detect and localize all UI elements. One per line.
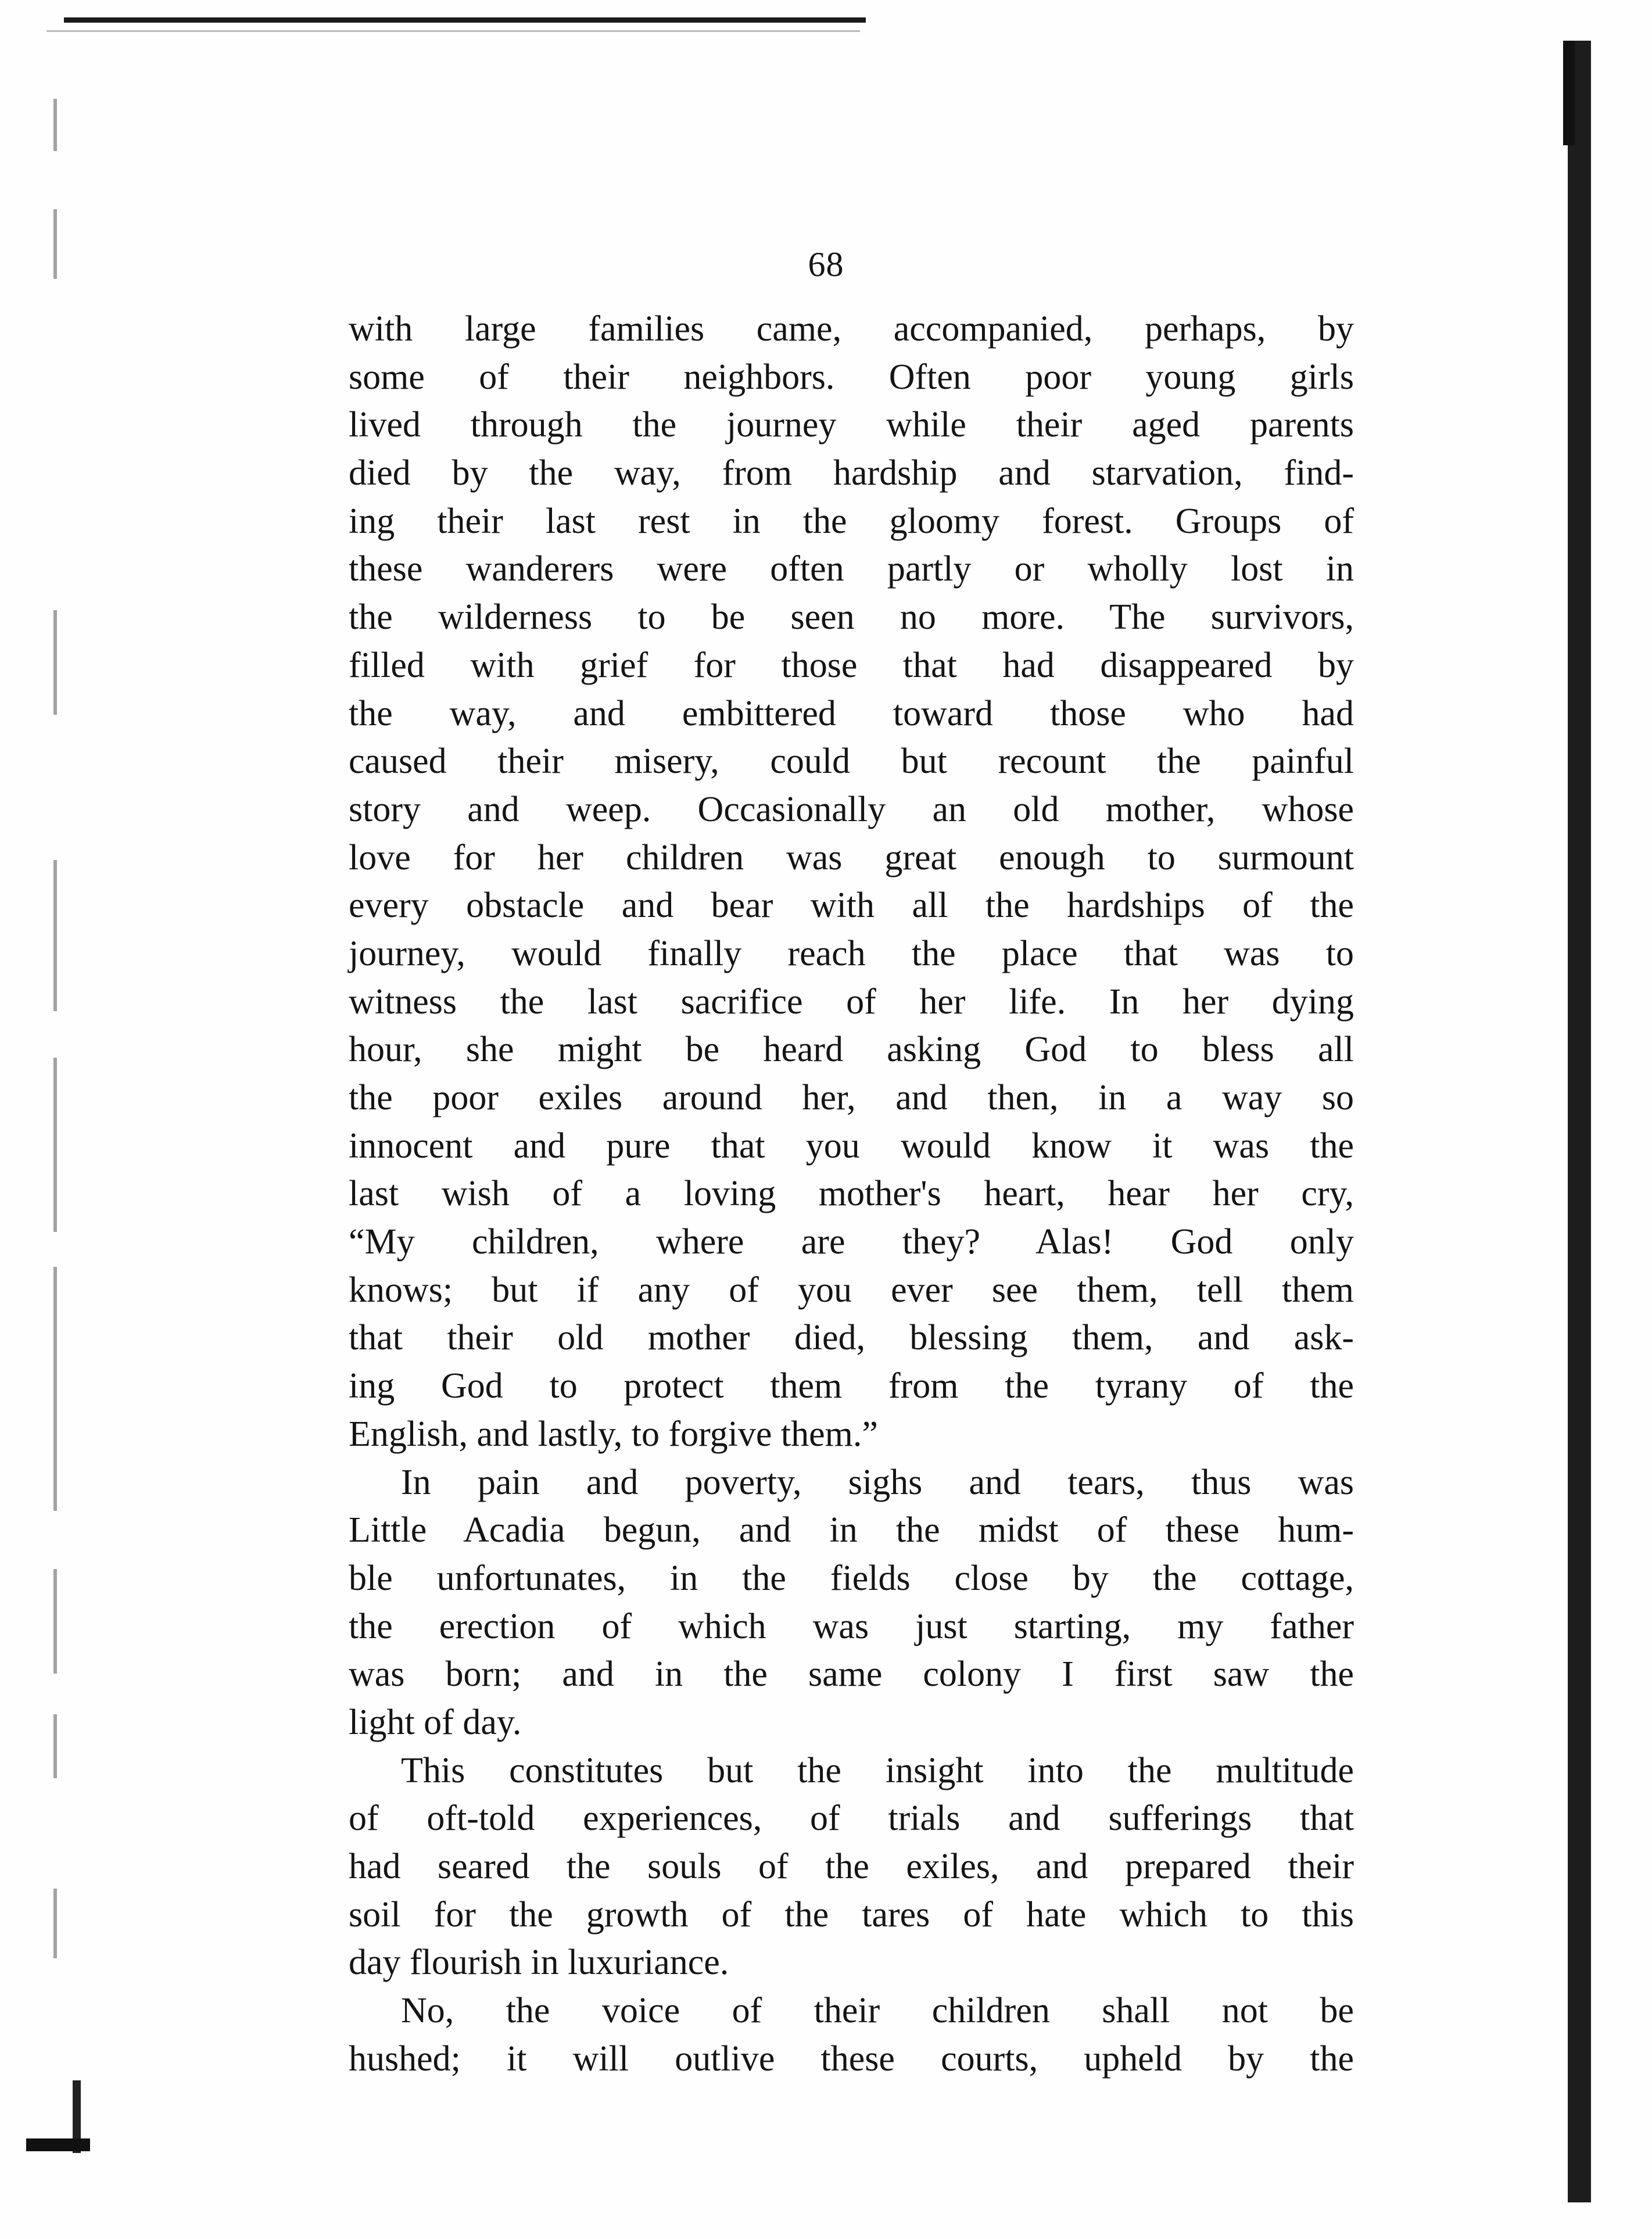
- scan-speck: [53, 1714, 57, 1778]
- text-line: last wish of a loving mother's heart, hear her cry,: [349, 1174, 1354, 1214]
- text-line: knows; but if any of you ever see them, tell them: [349, 1270, 1354, 1310]
- text-line: the poor exiles around her, and then, in a way so: [349, 1078, 1354, 1117]
- text-line: love for her children was great enough to surmount: [349, 837, 1354, 877]
- text-line: died by the way, from hardship and starvation, find-: [349, 453, 1354, 493]
- scan-speck: [53, 860, 57, 1011]
- text-line: journey, would finally reach the place that was to: [349, 933, 1354, 973]
- text-line: ble unfortunates, in the fields close by the cottage,: [349, 1558, 1354, 1598]
- text-line: these wanderers were often partly or wholly lost in: [349, 549, 1354, 589]
- text-line: innocent and pure that you would know it was the: [349, 1126, 1354, 1166]
- top-rule: [64, 17, 866, 23]
- paragraph: [349, 305, 1354, 1459]
- text-line: witness the last sacrifice of her life. In her dying: [349, 981, 1354, 1022]
- scan-speck: [53, 99, 57, 151]
- text-line: ing God to protect them from the tyrany of the: [349, 1366, 1354, 1406]
- text-line: story and weep. Occasionally an old mother, whose: [349, 789, 1354, 829]
- text-line: every obstacle and bear with all the hardships of the: [349, 886, 1354, 926]
- scan-speck: [53, 1889, 57, 1958]
- text-line: No, the voice of their children shall not be: [401, 1991, 1354, 2031]
- text-line: the way, and embittered toward those who had: [349, 693, 1354, 733]
- text-line: with large families came, accompanied, perhaps, by: [349, 309, 1354, 349]
- text-line: was born; and in the same colony I first saw the: [349, 1654, 1354, 1695]
- text-line: hour, she might be heard asking God to bless all: [349, 1030, 1354, 1070]
- paragraph: [349, 1459, 1354, 1747]
- text-line: filled with grief for those that had disappeared by: [349, 645, 1354, 685]
- paragraph: [349, 1747, 1354, 1987]
- text-line: of oft-told experiences, of trials and sufferings that: [349, 1799, 1354, 1839]
- text-line: had seared the souls of the exiles, and prepared their: [349, 1847, 1354, 1886]
- text-line: some of their neighbors. Often poor young girls: [349, 357, 1354, 397]
- text-line: the wilderness to be seen no more. The survivors,: [349, 597, 1354, 637]
- scan-speck: [53, 610, 57, 715]
- corner-mark: [26, 2138, 90, 2151]
- page-number: 68: [808, 245, 844, 284]
- text-line: caused their misery, could but recount the painful: [349, 741, 1354, 782]
- text-line: ing their last rest in the gloomy forest. Groups of: [349, 501, 1354, 541]
- text-line: “My children, where are they? Alas! God only: [349, 1222, 1354, 1262]
- text-line: Little Acadia begun, and in the midst of these hum-: [349, 1510, 1354, 1550]
- text-line: English, and lastly, to forgive them.”: [349, 1414, 878, 1454]
- text-line: hushed; it will outlive these courts, upheld by the: [349, 2039, 1354, 2079]
- paragraph: [349, 1987, 1354, 2083]
- text-line: soil for the growth of the tares of hate which to this: [349, 1894, 1354, 1935]
- text-line: This constitutes but the insight into the multitude: [401, 1750, 1354, 1790]
- binding-edge: [1568, 41, 1591, 2202]
- scan-speck: [53, 1058, 57, 1232]
- text-line: the erection of which was just starting, my father: [349, 1606, 1354, 1646]
- binding-edge-cap: [1563, 41, 1575, 145]
- scan-speck: [53, 1569, 57, 1674]
- top-rule-shadow: [46, 30, 860, 32]
- text-line: day flourish in luxuriance.: [349, 1943, 729, 1983]
- text-line: light of day.: [349, 1702, 522, 1742]
- text-line: In pain and poverty, sighs and tears, thus was: [401, 1462, 1354, 1502]
- body-text: [349, 305, 1354, 2083]
- text-line: that their old mother died, blessing them, and ask-: [349, 1318, 1354, 1358]
- scan-speck: [53, 1267, 57, 1511]
- text-line: lived through the journey while their aged parents: [349, 405, 1354, 445]
